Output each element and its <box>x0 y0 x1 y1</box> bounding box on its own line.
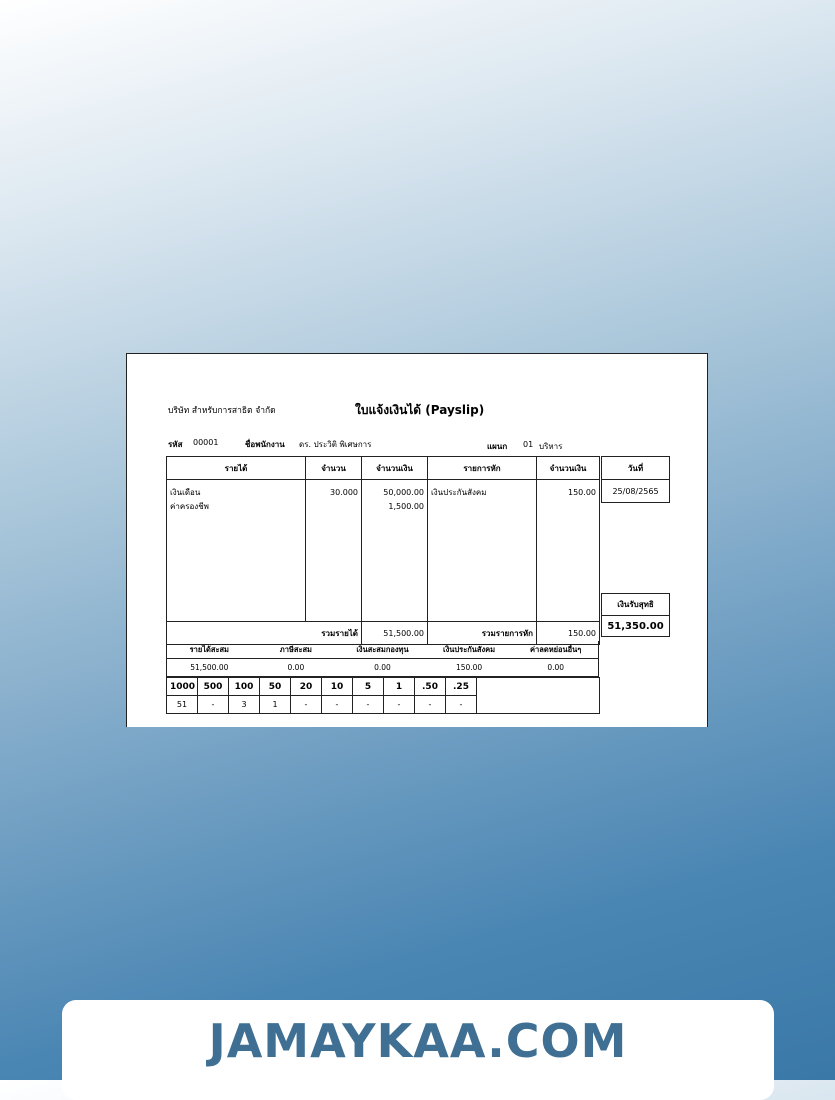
denomination-count: - <box>446 696 477 714</box>
employee-name-label: ชื่อพนักงาน <box>245 440 285 449</box>
ytd-header: รายได้สะสม <box>189 644 229 654</box>
ytd-header-row <box>166 641 599 658</box>
denomination-count: 51 <box>167 696 198 714</box>
denomination-row <box>167 678 600 696</box>
department-label: แผนก <box>487 442 508 451</box>
denomination-count: - <box>415 696 446 714</box>
denomination: 50 <box>260 678 291 696</box>
ytd-value-row <box>166 658 599 677</box>
header-deduction-amount: จำนวนเงิน <box>537 457 600 480</box>
income-item: เงินเดือน <box>170 488 201 497</box>
deduction-item: เงินประกันสังคม <box>431 488 487 497</box>
deduction-amounts-cell <box>537 480 600 622</box>
denomination: 100 <box>229 678 260 696</box>
ytd-value: 0.00 <box>374 663 391 672</box>
ytd-value: 51,500.00 <box>190 663 229 672</box>
total-deduction-label: รวมรายการหัก <box>428 622 537 645</box>
denomination-count: - <box>198 696 229 714</box>
department-name: บริหาร <box>539 442 563 451</box>
header-deduction: รายการหัก <box>428 457 537 480</box>
date-box <box>601 456 670 503</box>
income-amounts-cell <box>362 480 428 622</box>
ytd-summary-table <box>166 641 599 677</box>
table-body-row <box>167 480 600 622</box>
total-income-label: รวมรายได้ <box>167 622 362 645</box>
total-income: 51,500.00 <box>362 622 428 645</box>
employee-name: ดร. ประวิติ พิเศษการ <box>299 440 372 449</box>
header-quantity: จำนวน <box>306 457 362 480</box>
denomination-count: - <box>384 696 415 714</box>
denomination: 500 <box>198 678 229 696</box>
ytd-value: 150.00 <box>455 663 483 672</box>
date-label: วันที่ <box>602 457 670 480</box>
denomination-count: - <box>291 696 322 714</box>
deduction-amount: 150.00 <box>568 488 596 497</box>
ytd-value: 0.00 <box>547 663 565 672</box>
denomination: 20 <box>291 678 322 696</box>
company-name: บริษัท สำหรับการสาธิต จำกัด <box>168 406 276 416</box>
document-title: ใบแจ้งเงินได้ (Payslip) <box>355 403 485 417</box>
denomination-count: - <box>353 696 384 714</box>
ytd-value: 0.00 <box>287 663 305 672</box>
income-amount: 1,500.00 <box>388 502 424 511</box>
income-items-cell <box>167 480 306 622</box>
denomination: 10 <box>322 678 353 696</box>
income-amount: 50,000.00 <box>383 488 424 497</box>
payslip-document <box>126 353 708 727</box>
net-pay-label: เงินรับสุทธิ <box>602 594 670 616</box>
table-header-row <box>167 457 600 480</box>
denomination: .50 <box>415 678 446 696</box>
watermark-text: JAMAYKAA.COM <box>208 1014 628 1068</box>
denomination-count: - <box>322 696 353 714</box>
income-item: ค่าครองชีพ <box>170 502 209 511</box>
earnings-deductions-table <box>166 456 600 645</box>
denomination-count: 1 <box>260 696 291 714</box>
denomination: 1000 <box>167 678 198 696</box>
employee-code-label: รหัส <box>168 440 183 449</box>
denomination-count: 3 <box>229 696 260 714</box>
denomination: 5 <box>353 678 384 696</box>
ytd-header: เงินสะสมกองทุน <box>356 644 409 654</box>
header-income: รายได้ <box>167 457 306 480</box>
ytd-header: ภาษีสะสม <box>279 644 312 654</box>
ytd-header: ค่าลดหย่อนอื่นๆ <box>530 644 582 654</box>
net-pay-value: 51,350.00 <box>602 616 670 637</box>
employee-code: 00001 <box>193 438 219 447</box>
watermark-banner <box>62 1000 774 1100</box>
quantity-cell <box>306 480 362 622</box>
department-code: 01 <box>523 440 534 449</box>
date-value: 25/08/2565 <box>602 480 670 503</box>
denomination: 1 <box>384 678 415 696</box>
denomination-table <box>166 677 600 714</box>
deduction-items-cell <box>428 480 537 622</box>
ytd-header: เงินประกันสังคม <box>443 644 496 654</box>
header-income-amount: จำนวนเงิน <box>362 457 428 480</box>
denomination-blank-cell <box>477 678 600 714</box>
denomination: .25 <box>446 678 477 696</box>
net-pay-box <box>601 593 670 637</box>
quantity-value: 30.000 <box>330 488 358 497</box>
total-deduction: 150.00 <box>537 622 600 645</box>
